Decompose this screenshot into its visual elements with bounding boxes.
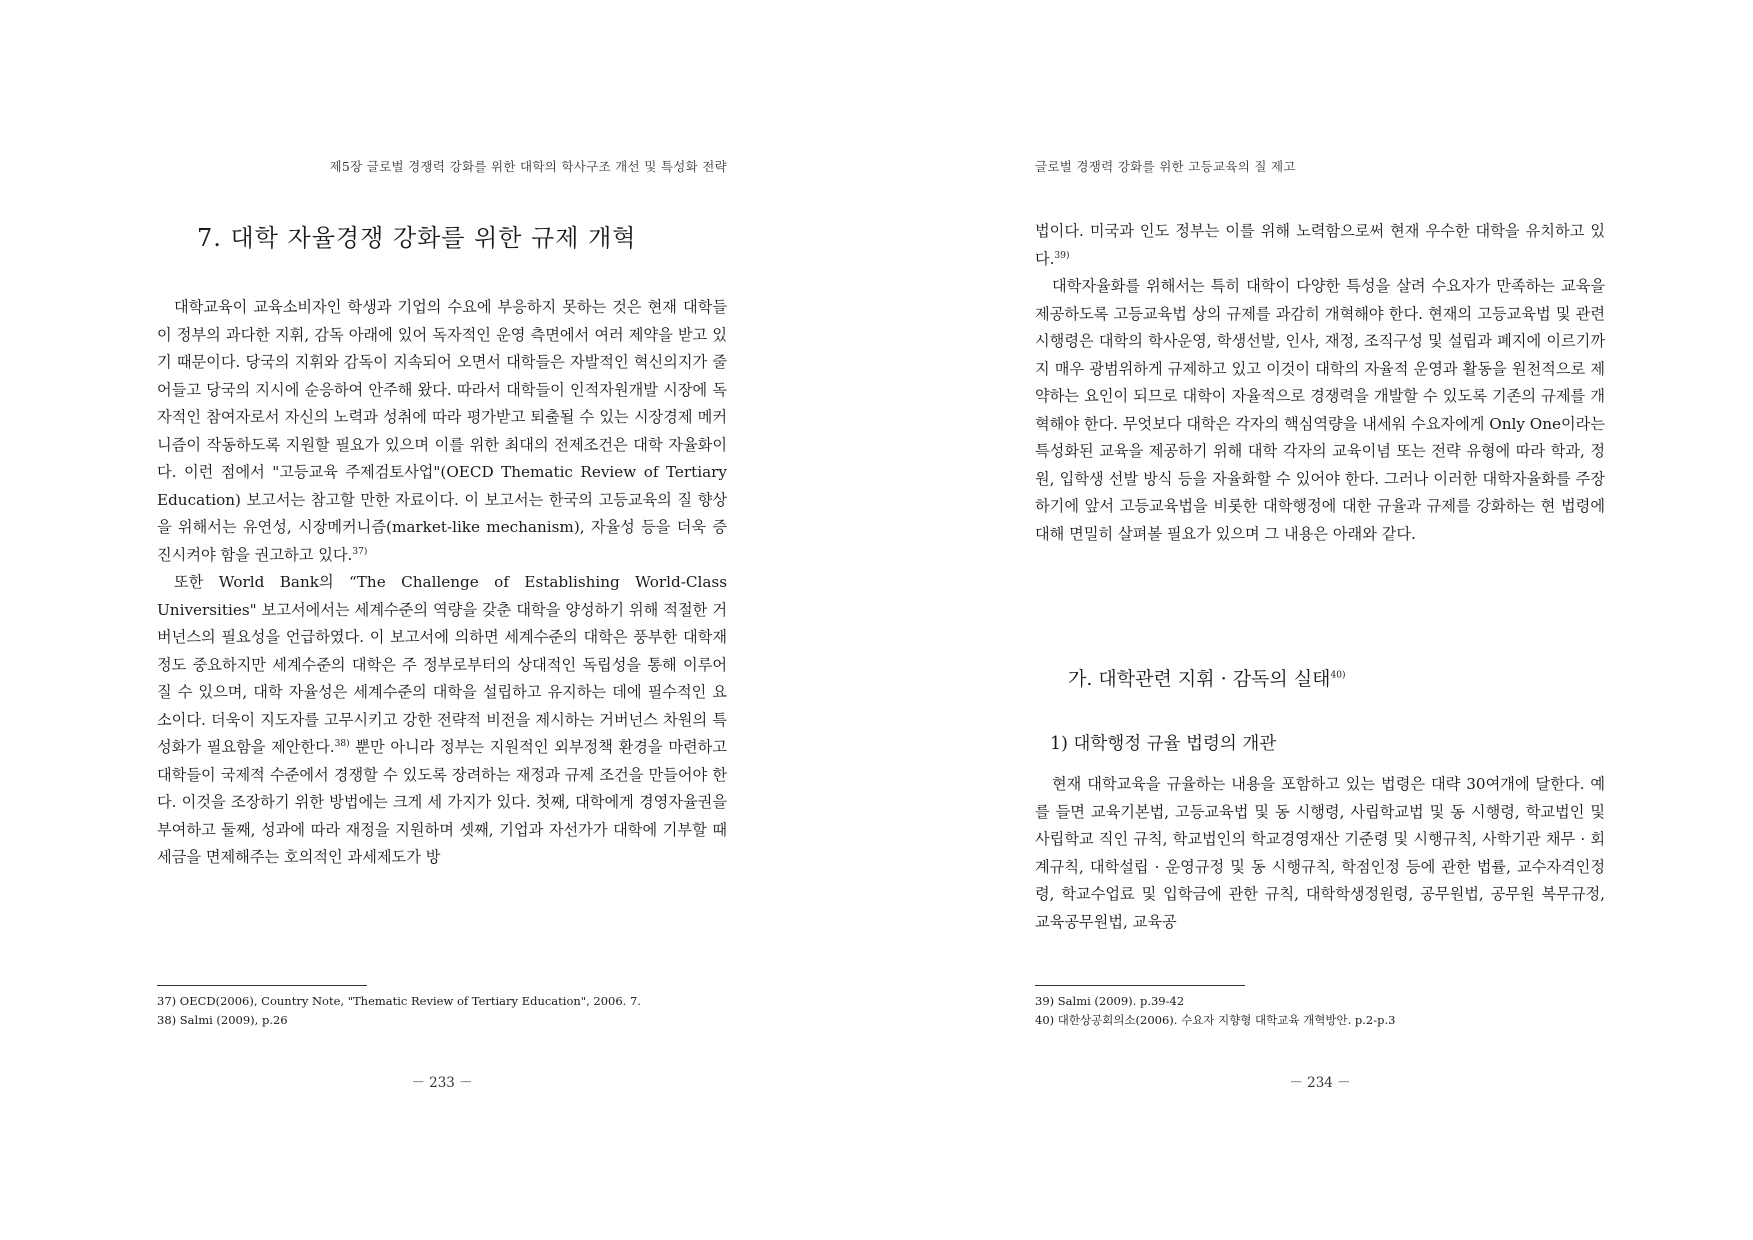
running-head: 제5장 글로벌 경쟁력 강화를 위한 대학의 학사구조 개선 및 특성화 전략: [329, 159, 727, 174]
footnote-ref: 40): [1330, 670, 1346, 681]
footnote: 37) OECD(2006), Country Note, "Thematic Review of Tertiary Education", 2006. 7.: [157, 994, 641, 1008]
paragraph: [1035, 218, 1605, 273]
paragraph: [157, 569, 727, 872]
paragraph: [157, 294, 727, 569]
page-number: － 234 －: [1289, 1075, 1351, 1091]
footnotes: [1035, 992, 1605, 1029]
right-page: [1035, 0, 1605, 1240]
subsection-heading: 1) 대학행정 규율 법령의 개관: [1050, 734, 1277, 754]
body-text: [1035, 218, 1605, 548]
page-number: － 233 －: [411, 1075, 473, 1091]
footnote-ref: 38): [334, 738, 350, 749]
paragraph-text: 법이다. 미국과 인도 정부는 이를 위해 노력함으로써 현재 우수한 대학을 유치하고 있다.: [1035, 222, 1605, 268]
paragraph-text: 현재 대학교육을 규율하는 내용을 포함하고 있는 법령은 대략 30여개에 달한다. 예를 들면 교육기본법, 고등교육법 및 동 시행령, 사립학교법 및 동 시행령, 학교법인 및 사립학교 직인 규칙, 학교법인의 학교경영재산 기준령 및 시행규칙, 사학기관 채무 · 회계규칙, 대학설립 · 운영규정 및 동 시행규칙, 학점인정 등에 관한 법률, 교수자격인정령, 학교수업료 및 입학금에 관한 규칙, 대학학생정원령, 공무원법, 공무원 복무규정, 교육공무원법, 교육공: [1035, 775, 1605, 931]
paragraph: [1035, 771, 1605, 936]
left-page: [157, 0, 727, 1240]
chapter-title: 7. 대학 자율경쟁 강화를 위한 규제 개혁: [197, 224, 637, 252]
footnote: 38) Salmi (2009), p.26: [157, 1012, 288, 1027]
paragraph-text: 또한 World Bank의 “The Challenge of Establishing World-Class Universities" 보고서에서는 세계수준의 역량을 갖춘 대학을 양성하기 위해 적절한 거버넌스의 필요성을 언급하였다. 이 보고서에 의하면 세계수준의 대학은 풍부한 대학재정도 중요하지만 세계수준의 대학은 주 정부로부터의 상대적인 독립성을 통해 이루어질 수 있으며, 대학 자율성은 세계수준의 대학을 설립하고 유지하는 데에 필수적인 요소이다. 더욱이 지도자를 고무시키고 강한 전략적 비전을 제시하는 거버넌스 차원의 특성화가 필요함을 제안한다.: [157, 573, 727, 756]
body-text: [157, 294, 727, 872]
section-heading: [1068, 664, 1346, 691]
footnote-divider: [1035, 985, 1245, 986]
running-head: 글로벌 경쟁력 강화를 위한 고등교육의 질 제고: [1035, 159, 1296, 174]
footnote-ref: 37): [352, 546, 368, 557]
section-heading-text: 가. 대학관련 지휘 · 감독의 실태: [1068, 668, 1331, 690]
paragraph-text: 대학자율화를 위해서는 특히 대학이 다양한 특성을 살려 수요자가 만족하는 교육을 제공하도록 고등교육법 상의 규제를 과감히 개혁해야 한다. 현재의 고등교육법 및 관련 시행령은 대학의 학사운영, 학생선발, 인사, 재정, 조직구성 및 설립과 폐지에 이르기까지 매우 광범위하게 규제하고 있고 이것이 대학의 자율적 운영과 활동을 원천적으로 제약하는 요인이 되므로 대학이 자율적으로 경쟁력을 개발할 수 있도록 기존의 규제를 개혁해야 한다. 무엇보다 대학은 각자의 핵심역량을 내세워 수요자에게 Only One이라는 특성화된 교육을 제공하기 위해 대학 각자의 교육이념 또는 전략 유형에 따라 학과, 정원, 입학생 선발 방식 등을 자율화할 수 있어야 한다. 그러나 이러한 대학자율화를 주장하기에 앞서 고등교육법을 비롯한 대학행정에 대한 규율과 규제를 강화하는 현 법령에 대해 면밀히 살펴볼 필요가 있으며 그 내용은 아래와 같다.: [1035, 277, 1605, 543]
footnote-ref: 39): [1054, 250, 1070, 261]
body-text: [1035, 771, 1605, 936]
footnote: 40) 대한상공회의소(2006). 수요자 지향형 대학교육 개혁방안. p.2-p.3: [1035, 1012, 1396, 1027]
paragraph: [1035, 273, 1605, 548]
paragraph-text: 뿐만 아니라 정부는 지원적인 외부정책 환경을 마련하고 대학들이 국제적 수준에서 경쟁할 수 있도록 장려하는 재정과 규제 조건을 만들어야 한다. 이것을 조장하기 위한 방법에는 크게 세 가지가 있다. 첫째, 대학에게 경영자율권을 부여하고 둘째, 성과에 따라 재정을 지원하며 셋째, 기업과 자선가가 대학에 기부할 때 세금을 면제해주는 호의적인 과세제도가 방: [157, 738, 728, 866]
footnote: 39) Salmi (2009). p.39-42: [1035, 994, 1185, 1008]
paragraph-text: 대학교육이 교육소비자인 학생과 기업의 수요에 부응하지 못하는 것은 현재 대학들이 정부의 과다한 지휘, 감독 아래에 있어 독자적인 운영 측면에서 여러 제약을 받고 있기 때문이다. 당국의 지휘와 감독이 지속되어 오면서 대학들은 자발적인 혁신의지가 줄어들고 당국의 지시에 순응하여 안주해 왔다. 따라서 대학들이 인적자원개발 시장에 독자적인 참여자로서 자신의 노력과 성취에 따라 평가받고 퇴출될 수 있는 시장경제 메커니즘이 작동하도록 지원할 필요가 있으며 이를 위한 최대의 전제조건은 대학 자율화이다. 이런 점에서 "고등교육 주제검토사업"(OECD Thematic Review of Tertiary Education) 보고서는 참고할 만한 자료이다. 이 보고서는 한국의 고등교육의 질 향상을 위해서는 유연성, 시장메커니즘(market-like mechanism), 자율성 등을 더욱 증진시켜야 함을 권고하고 있다.: [157, 298, 728, 564]
footnote-divider: [157, 985, 367, 986]
footnotes: [157, 992, 727, 1029]
